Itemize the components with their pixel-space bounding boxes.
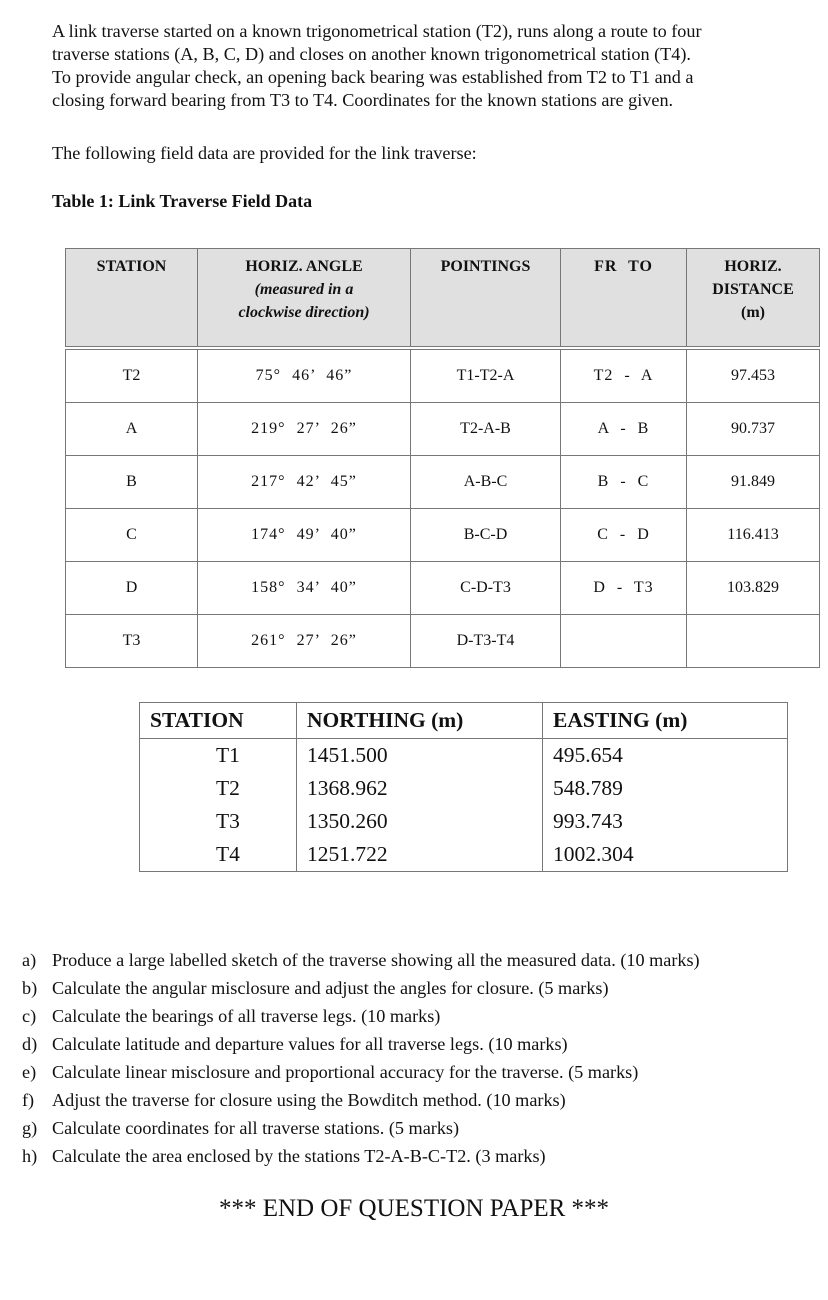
cell-pointing: D-T3-T4 [411, 615, 561, 668]
question-list [22, 946, 822, 1170]
cell-pointing: T2-A-B [411, 403, 561, 456]
header-horiz-angle: HORIZ. ANGLE (measured in a clockwise direction) [198, 249, 411, 347]
cell-angle: 219° 27’ 26” [198, 403, 411, 456]
cell-angle: 158° 34’ 40” [198, 562, 411, 615]
cell-pointing: B-C-D [411, 509, 561, 562]
table-row [66, 350, 820, 403]
question-label: e) [22, 1062, 37, 1082]
cell-distance: 97.453 [687, 350, 820, 403]
cell-distance [687, 615, 820, 668]
list-item [22, 1114, 822, 1142]
cell-angle: 174° 49’ 40” [198, 509, 411, 562]
cell-easting: 495.654 [543, 739, 788, 773]
header-fr-to: FR TO [561, 249, 687, 347]
header-easting: EASTING (m) [543, 703, 788, 739]
table-row [66, 615, 820, 668]
cell-pointing: A-B-C [411, 456, 561, 509]
cell-station: T1 [140, 739, 297, 773]
end-of-paper: *** END OF QUESTION PAPER *** [218, 1195, 610, 1222]
cell-angle: 261° 27’ 26” [198, 615, 411, 668]
cell-northing: 1350.260 [297, 805, 543, 838]
header-horiz-distance: HORIZ. DISTANCE (m) [687, 249, 820, 347]
question-label: d) [22, 1034, 38, 1054]
intro-line: traverse stations (A, B, C, D) and closes on another known trigonometrical station (T4). [52, 44, 691, 64]
question-text: Calculate the angular misclosure and adjust the angles for closure. (5 marks) [52, 978, 609, 998]
cell-station: B [66, 456, 198, 509]
table-row [140, 739, 788, 773]
cell-station: T3 [66, 615, 198, 668]
cell-station: T4 [140, 838, 297, 872]
table-row [66, 509, 820, 562]
cell-northing: 1368.962 [297, 772, 543, 805]
cell-station: A [66, 403, 198, 456]
list-item [22, 1030, 822, 1058]
cell-angle: 75° 46’ 46” [198, 350, 411, 403]
cell-fr-to: D - T3 [561, 562, 687, 615]
question-label: f) [22, 1090, 35, 1110]
cell-angle: 217° 42’ 45” [198, 456, 411, 509]
coordinates-table [139, 702, 788, 872]
field-data-table [65, 248, 820, 668]
cell-northing: 1251.722 [297, 838, 543, 872]
cell-easting: 1002.304 [543, 838, 788, 872]
table-row [140, 838, 788, 872]
table-header-row [66, 249, 820, 347]
header-station: STATION [66, 249, 198, 347]
cell-fr-to: A - B [561, 403, 687, 456]
header-station: STATION [140, 703, 297, 739]
list-item [22, 1142, 822, 1170]
list-item [22, 946, 822, 974]
cell-fr-to [561, 615, 687, 668]
list-item [22, 1086, 822, 1114]
question-text: Calculate coordinates for all traverse stations. (5 marks) [52, 1118, 460, 1138]
table-row [66, 403, 820, 456]
cell-pointing: C-D-T3 [411, 562, 561, 615]
table-row [66, 562, 820, 615]
cell-fr-to: T2 - A [561, 350, 687, 403]
cell-northing: 1451.500 [297, 739, 543, 773]
question-label: g) [22, 1118, 38, 1138]
table-row [66, 456, 820, 509]
cell-distance: 116.413 [687, 509, 820, 562]
provided-text: The following field data are provided for the link traverse: [52, 143, 477, 163]
cell-station: T2 [66, 350, 198, 403]
intro-line: To provide angular check, an opening back bearing was established from T2 to T1 and a [52, 67, 694, 87]
question-label: a) [22, 950, 37, 970]
cell-easting: 548.789 [543, 772, 788, 805]
question-label: c) [22, 1006, 37, 1026]
question-text: Calculate latitude and departure values for all traverse legs. (10 marks) [52, 1034, 568, 1054]
question-label: b) [22, 978, 38, 998]
intro-paragraph [52, 20, 812, 112]
cell-station: D [66, 562, 198, 615]
question-text: Produce a large labelled sketch of the traverse showing all the measured data. (10 marks) [52, 950, 700, 970]
intro-line: A link traverse started on a known trigonometrical station (T2), runs along a route to four [52, 21, 702, 41]
cell-station: T2 [140, 772, 297, 805]
cell-distance: 103.829 [687, 562, 820, 615]
cell-distance: 90.737 [687, 403, 820, 456]
cell-distance: 91.849 [687, 456, 820, 509]
cell-easting: 993.743 [543, 805, 788, 838]
cell-fr-to: B - C [561, 456, 687, 509]
list-item [22, 1002, 822, 1030]
table-title: Table 1: Link Traverse Field Data [52, 191, 313, 211]
table-row [140, 772, 788, 805]
cell-fr-to: C - D [561, 509, 687, 562]
table-header-row [140, 703, 788, 739]
question-text: Adjust the traverse for closure using the Bowditch method. (10 marks) [52, 1090, 566, 1110]
header-northing: NORTHING (m) [297, 703, 543, 739]
list-item [22, 974, 822, 1002]
question-text: Calculate the bearings of all traverse legs. (10 marks) [52, 1006, 441, 1026]
cell-station: C [66, 509, 198, 562]
cell-pointing: T1-T2-A [411, 350, 561, 403]
list-item [22, 1058, 822, 1086]
header-pointings: POINTINGS [411, 249, 561, 347]
question-text: Calculate linear misclosure and proportional accuracy for the traverse. (5 marks) [52, 1062, 639, 1082]
table-row [140, 805, 788, 838]
question-label: h) [22, 1146, 38, 1166]
intro-line: closing forward bearing from T3 to T4. Coordinates for the known stations are given. [52, 90, 674, 110]
cell-station: T3 [140, 805, 297, 838]
question-text: Calculate the area enclosed by the stations T2-A-B-C-T2. (3 marks) [52, 1146, 546, 1166]
